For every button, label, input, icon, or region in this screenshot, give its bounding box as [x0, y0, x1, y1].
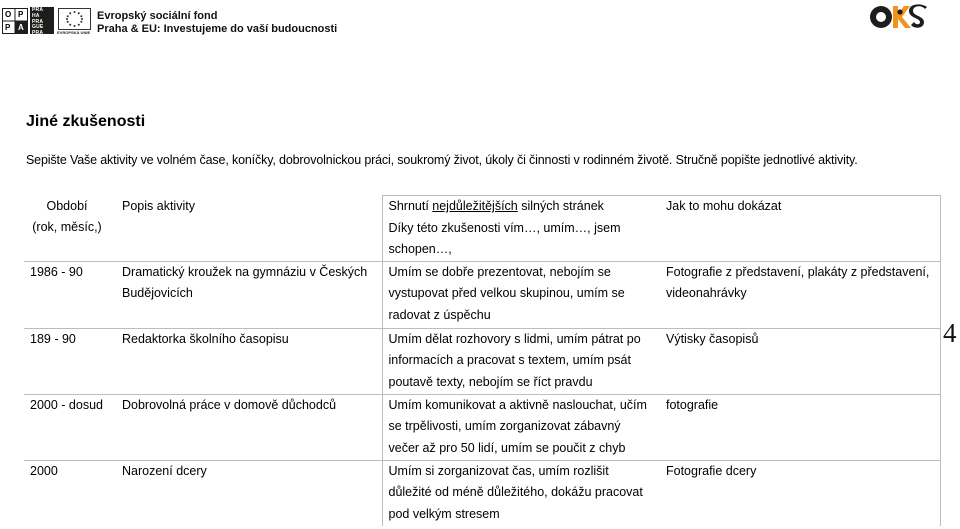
cell-period: 189 - 90 — [24, 328, 116, 394]
header-strengths-post: silných stránek — [517, 199, 604, 213]
esf-title: Evropský sociální fond — [97, 10, 218, 22]
header-activity — [116, 196, 382, 262]
header-activity-label: Popis aktivity — [122, 198, 195, 213]
page-header — [0, 0, 960, 48]
table-header-row — [24, 196, 940, 262]
header-period-line1: Období — [46, 198, 88, 213]
cell-activity: Narození dcery — [122, 463, 207, 478]
praha-logo-line: PRA HA — [32, 7, 43, 19]
header-strengths-underlined: nejdůležitějších — [432, 199, 518, 213]
praha-logo-line: PRA GUE — [32, 18, 44, 31]
cell-activity: Redaktorka školního časopisu — [116, 328, 382, 394]
header-proof-label: Jak to mohu dokázat — [666, 199, 782, 213]
table-row — [24, 261, 940, 328]
cell-activity: Dramatický kroužek na gymnáziu v Českých Budějovicích — [116, 261, 382, 328]
section-intro: Sepište Vaše aktivity ve volném čase, koníčky, dobrovolnickou práci, soukromý život, úkoly či činnosti v rodinném životě. Stručně popište jednotlivé aktivity. — [26, 153, 858, 167]
opp-logo — [2, 8, 28, 34]
opp-letter-3: P — [5, 23, 11, 32]
cell-proof: Výtisky časopisů — [660, 328, 940, 394]
praha-logo-line: PRA G — [32, 41, 49, 48]
header-strengths-line3: schopen…, — [388, 242, 452, 256]
praha-logo-line: PRA GA — [32, 30, 43, 42]
header-period — [24, 196, 116, 262]
eu-stars-icon — [59, 9, 90, 29]
oks-logo — [869, 3, 927, 31]
cell-proof: Fotografie z představení, plakáty z představení, videonahrávky — [660, 261, 940, 328]
cell-strengths: Umím komunikovat a aktivně naslouchat, učím se trpělivosti, umím zorganizovat zábavný večer až pro 50 lidí, umím se poučit z chyb — [382, 394, 660, 460]
opp-letter-2: P — [18, 10, 24, 19]
header-strengths-pre: Shrnutí — [388, 199, 433, 213]
header-strengths — [382, 196, 660, 262]
cell-period: 2000 - dosud — [24, 394, 116, 460]
table-row — [24, 394, 940, 460]
page-number: 4 — [943, 318, 957, 348]
eu-caption: EVROPSKÁ UNIE — [57, 30, 91, 35]
eu-flag-logo — [58, 8, 91, 30]
cell-period: 2000 — [30, 463, 58, 478]
opp-letter-4: A — [18, 23, 24, 32]
table-row — [24, 328, 940, 394]
cell-proof: fotografie — [660, 394, 940, 460]
cell-proof: Fotografie dcery — [660, 460, 940, 526]
header-period-line2: (rok, měsíc,) — [32, 220, 102, 234]
header-strengths-line2: Díky této zkušenosti vím…, umím…, jsem — [388, 220, 621, 235]
cell-activity: Dobrovolná práce v domově důchodců — [116, 394, 382, 460]
cell-strengths: Umím se dobře prezentovat, nebojím se vystupovat před velkou skupinou, umím se radovat z úspěchu — [382, 261, 660, 328]
opp-letter-1: O — [5, 10, 12, 19]
section-title: Jiné zkušenosti — [26, 113, 146, 130]
header-strengths-line1 — [389, 196, 655, 218]
header-proof — [660, 196, 940, 262]
cell-strengths: Umím dělat rozhovory s lidmi, umím pátrat po informacích a pracovat s textem, umím psát poutavě texty, nebojím se říct pravdu — [382, 328, 660, 394]
cell-period: 1986 - 90 — [24, 261, 116, 328]
cell-strengths: Umím si zorganizovat čas, umím rozlišit důležité od méně důležitého, dokážu pracovat pod velkým stresem — [382, 460, 660, 526]
table-row — [24, 460, 940, 526]
esf-subtitle: Praha & EU: Investujeme do vaší budoucnosti — [97, 23, 338, 35]
praha-logo — [30, 7, 54, 48]
experience-table — [24, 195, 941, 526]
